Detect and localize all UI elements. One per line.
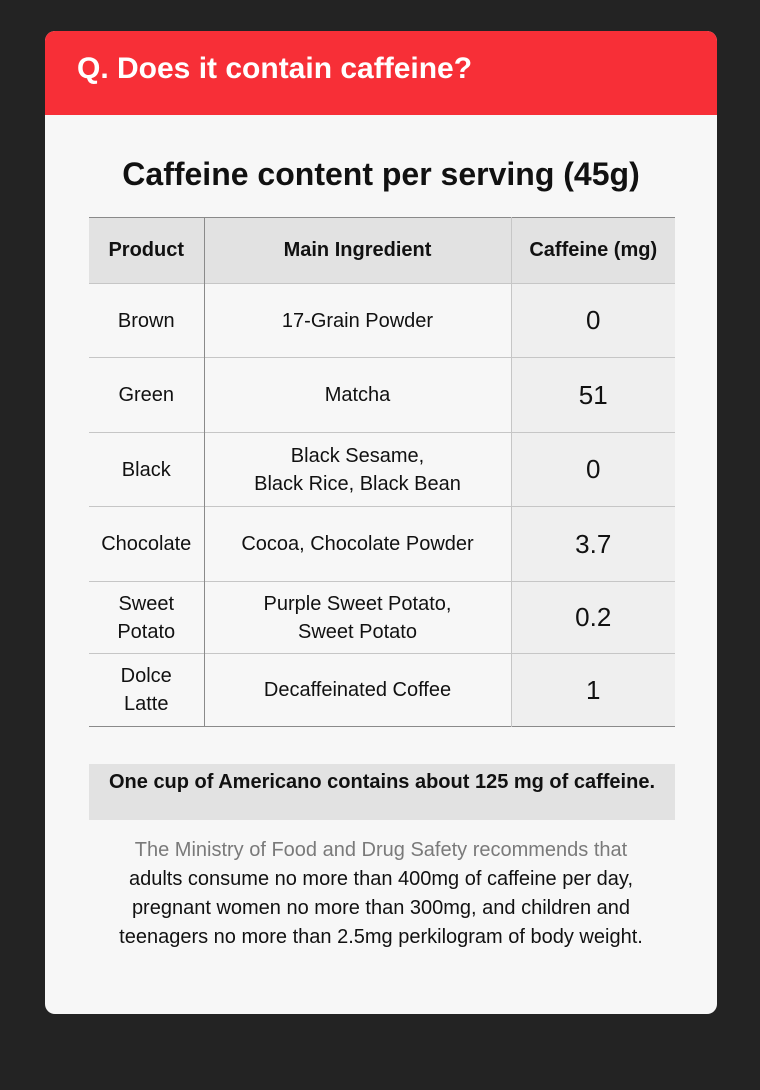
table-row: [89, 654, 675, 727]
column-header-caffeine: Caffeine (mg): [529, 239, 658, 261]
column-header-product: Product: [89, 218, 204, 284]
column-header-ingredient: Main Ingredient: [204, 218, 511, 284]
table-row: [89, 284, 675, 358]
product-cell: [89, 654, 204, 727]
product-name: Latte: [124, 693, 169, 715]
product-name: Green: [118, 384, 175, 406]
table-row: [89, 433, 675, 507]
caffeine-info-card: [45, 31, 717, 1014]
table-row: [89, 358, 675, 433]
ingredient-text: Sweet Potato: [298, 620, 417, 643]
recommendation-lead: The Ministry of Food and Drug Safety recommends that: [134, 839, 628, 861]
ingredient-text: Black Sesame,: [290, 444, 425, 467]
table-title: Caffeine content per serving (45g): [122, 156, 640, 192]
recommendation-line: adults consume no more than 400mg of caffeine per day,: [128, 868, 633, 890]
product-cell: [89, 507, 204, 582]
caffeine-value: 0: [511, 284, 675, 358]
ingredient-text: 17-Grain Powder: [281, 309, 434, 332]
ingredient-text: Black Rice, Black Bean: [254, 472, 461, 495]
caffeine-value: 51: [511, 358, 675, 433]
table-row: [89, 507, 675, 582]
ingredient-cell: [204, 582, 511, 654]
caffeine-table: [89, 217, 675, 727]
caffeine-value: 0: [511, 433, 675, 507]
recommendation-text: [65, 836, 697, 952]
product-name: Black: [121, 458, 171, 481]
table-header-row: [89, 218, 675, 284]
caffeine-value: 1: [511, 654, 675, 727]
product-cell: [89, 582, 204, 654]
product-name: Dolce: [120, 665, 172, 687]
product-cell: [89, 284, 204, 358]
product-name: Sweet: [118, 592, 175, 615]
product-cell: [89, 433, 204, 507]
caffeine-value: 0.2: [511, 582, 675, 654]
ingredient-cell: [204, 358, 511, 433]
product-name: Brown: [117, 309, 175, 332]
ingredient-text: Matcha: [324, 384, 391, 406]
ingredient-cell: [204, 654, 511, 727]
ingredient-text: Purple Sweet Potato,: [263, 592, 452, 615]
recommendation-line: pregnant women no more than 300mg, and children and: [131, 897, 631, 919]
ingredient-text: Decaffeinated Coffee: [263, 679, 452, 701]
product-name: Chocolate: [101, 533, 192, 555]
table-row: [89, 582, 675, 654]
caffeine-value: 3.7: [511, 507, 675, 582]
ingredient-cell: [204, 507, 511, 582]
ingredient-text: Cocoa, Chocolate Powder: [241, 533, 474, 555]
question-title: Q. Does it contain caffeine?: [77, 52, 473, 85]
product-name: Potato: [117, 620, 176, 643]
question-header: [45, 31, 717, 115]
americano-note: One cup of Americano contains about 125 mg of caffeine.: [89, 764, 675, 820]
recommendation-line: teenagers no more than 2.5mg perkilogram of body weight.: [119, 926, 643, 948]
ingredient-cell: [204, 284, 511, 358]
ingredient-cell: [204, 433, 511, 507]
product-cell: [89, 358, 204, 433]
